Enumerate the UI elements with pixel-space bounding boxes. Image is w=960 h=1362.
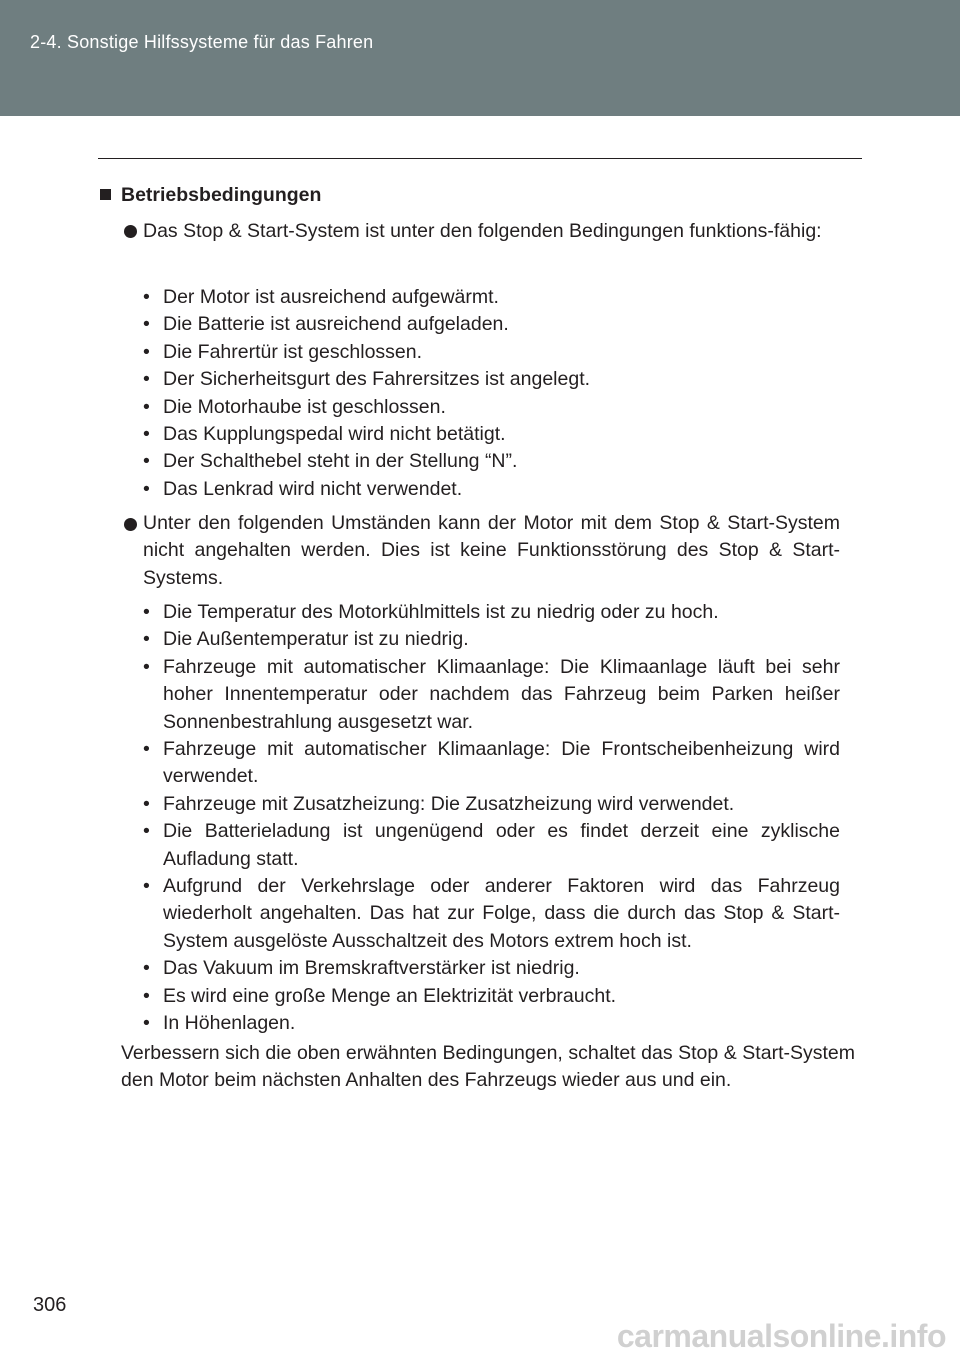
page-number: 306: [33, 1294, 67, 1316]
list-item: • Die Motorhaube ist geschlossen.: [143, 395, 446, 418]
list-item: • Das Vakuum im Bremskraftverstärker ist niedrig.: [143, 957, 580, 980]
list-item: • Aufgrund der Verkehrslage oder anderer Faktoren wird das Fahrzeug wiederholt angehalten. Das hat zur Folge, dass die durch das Stop & Start-System ausgelöste Ausschaltzeit des Motors extrem hoch ist.: [143, 875, 840, 952]
list-item: • Fahrzeuge mit automatischer Klimaanlage: Die Frontscheibenheizung wird verwendet.: [143, 738, 840, 788]
exceptions-list: [143, 599, 840, 1038]
round-bullet-icon: [124, 518, 137, 531]
list-item: • Die Batterie ist ausreichend aufgeladen.: [143, 313, 509, 336]
conditions-list: [143, 284, 840, 503]
list-item: • Fahrzeuge mit automatischer Klimaanlage: Die Klimaanlage läuft bei sehr hoher Innentemperatur oder nachdem das Fahrzeug beim Parken heißer Sonnenbestrahlung ausgesetzt war.: [143, 655, 840, 733]
round-bullet-icon: [124, 225, 137, 238]
list-item: • Das Kupplungspedal wird nicht betätigt.: [143, 423, 506, 446]
header-divider: [98, 158, 862, 159]
list-item: • Die Fahrertür ist geschlossen.: [143, 340, 423, 363]
exceptions-intro: Unter den folgenden Umständen kann der Motor mit dem Stop & Start-System nicht angehalten werden. Dies ist keine Funktionsstörung des Stop & Start-Systems.: [143, 512, 840, 589]
square-bullet-icon: [100, 189, 111, 200]
list-item: • Der Sicherheitsgurt des Fahrersitzes ist angelegt.: [143, 368, 591, 391]
conditions-intro: Das Stop & Start-System ist unter den folgenden Bedingungen funktions-fähig:: [143, 220, 822, 242]
list-item: • Die Außentemperatur ist zu niedrig.: [143, 628, 469, 651]
list-item: • In Höhenlagen.: [143, 1012, 296, 1035]
chapter-title: 2-4. Sonstige Hilfssysteme für das Fahren: [30, 32, 374, 52]
watermark-logo: carmanualsonline.info: [616, 1318, 946, 1354]
list-item: • Die Batterieladung ist ungenügend oder es findet derzeit eine zyklische Aufladung statt.: [143, 820, 840, 870]
closing-paragraph: Verbessern sich die oben erwähnten Bedingungen, schaltet das Stop & Start-System den Motor beim nächsten Anhalten des Fahrzeugs wieder aus und ein.: [121, 1042, 855, 1092]
list-item: • Das Lenkrad wird nicht verwendet.: [143, 477, 463, 500]
chapter-header-band: [0, 0, 960, 116]
list-item: • Der Motor ist ausreichend aufgewärmt.: [143, 286, 499, 308]
list-item: • Es wird eine große Menge an Elektrizität verbraucht.: [143, 984, 617, 1007]
list-item: • Der Schalthebel steht in der Stellung “N”.: [143, 450, 518, 473]
section-heading-text: Betriebsbedingungen: [121, 184, 322, 206]
list-item: • Die Temperatur des Motorkühlmittels ist zu niedrig oder zu hoch.: [143, 601, 719, 623]
list-item: • Fahrzeuge mit Zusatzheizung: Die Zusatzheizung wird verwendet.: [143, 792, 735, 815]
section-heading: [100, 182, 321, 209]
